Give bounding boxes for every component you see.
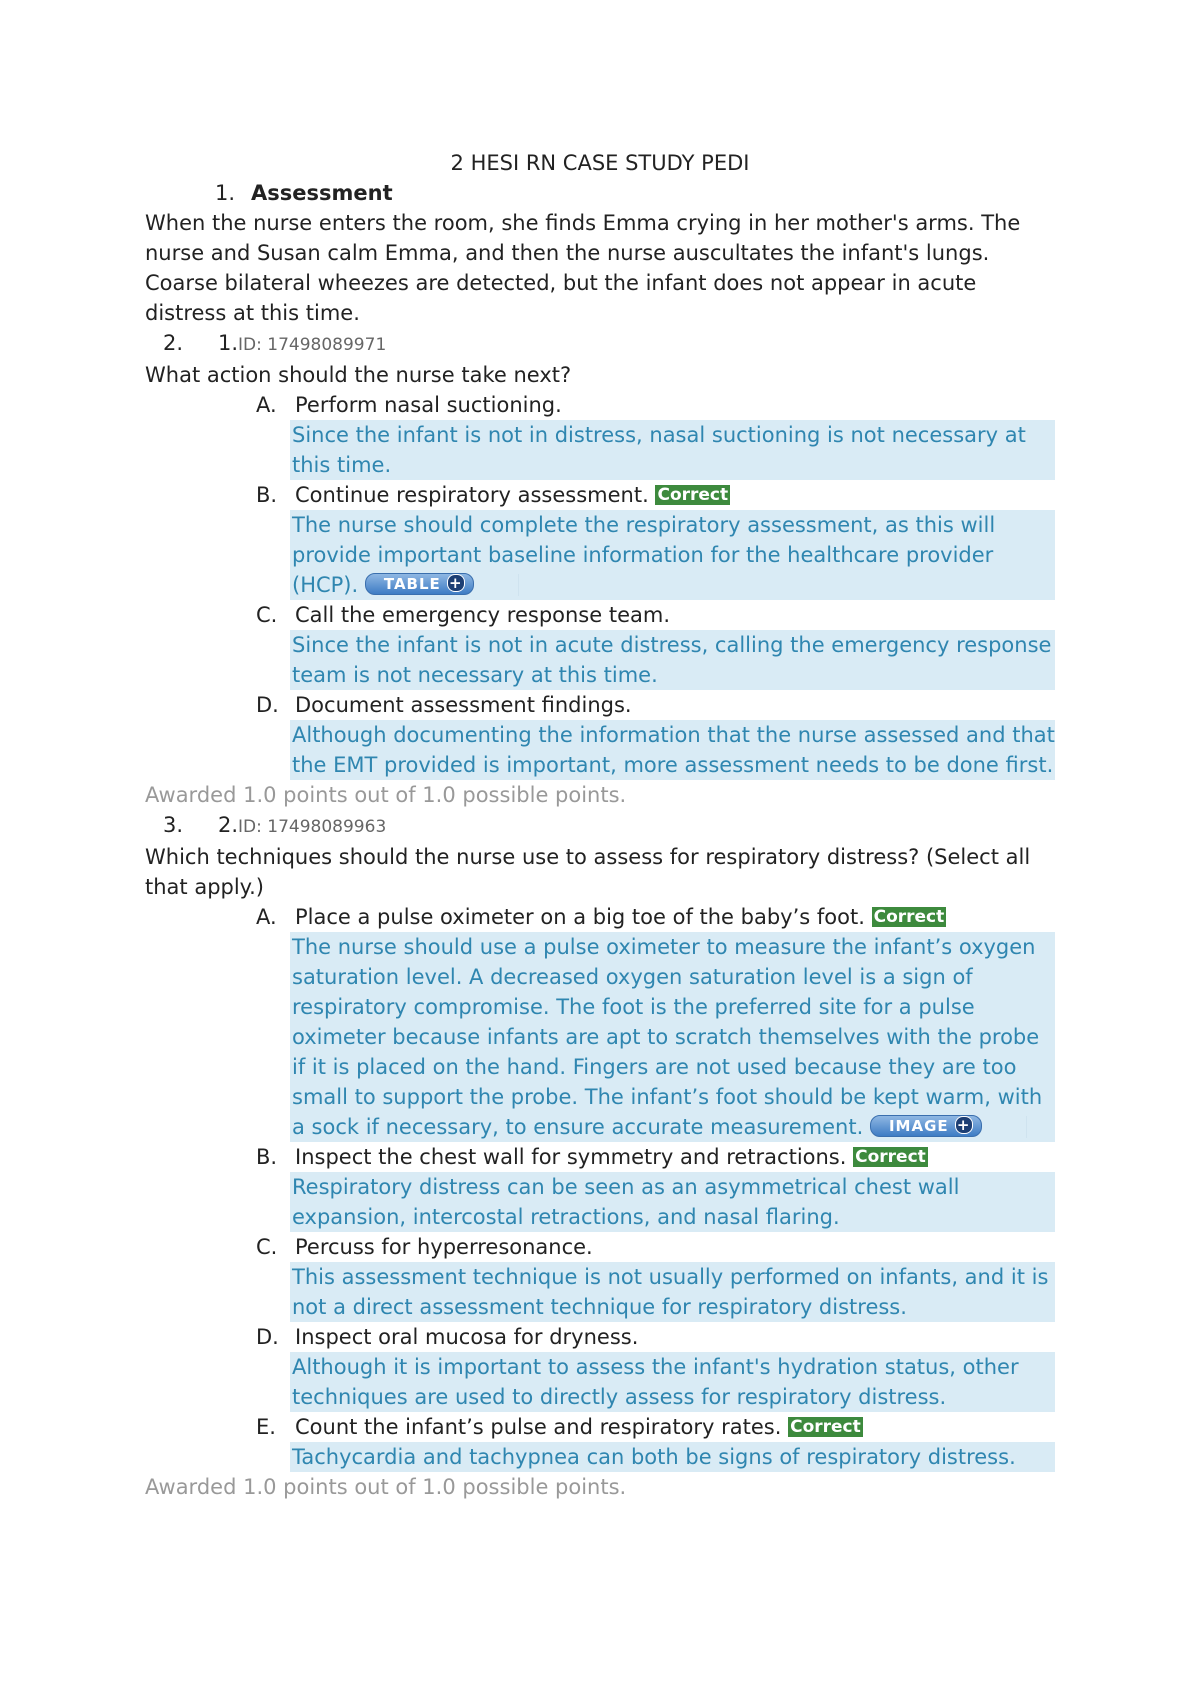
option-feedback: [290, 932, 1055, 1142]
section-number: 1.: [215, 181, 236, 205]
option-text: Call the emergency response team.: [295, 603, 670, 627]
option-text: Place a pulse oximeter on a big toe of the baby’s foot.: [295, 905, 865, 929]
option-letter: A.: [256, 393, 277, 417]
divider: [1026, 1116, 1027, 1138]
answer-option: [145, 1322, 1055, 1352]
question-prompt: What action should the nurse take next?: [145, 363, 572, 387]
question-prompt: Which techniques should the nurse use to assess for respiratory distress? (Select all that apply.): [145, 845, 1031, 899]
option-letter: E.: [256, 1415, 276, 1439]
outer-number: 2.: [163, 331, 184, 355]
answer-option: [145, 1412, 1055, 1442]
option-letter: D.: [256, 693, 279, 717]
option-feedback: Although it is important to assess the infant's hydration status, other techniques are used to directly assess for respiratory distress.: [290, 1352, 1055, 1412]
question-header: [145, 810, 1055, 842]
question-header: [145, 328, 1055, 360]
option-letter: C.: [256, 603, 278, 627]
document-content: [145, 148, 1055, 1502]
option-letter: B.: [256, 483, 278, 507]
plus-icon: +: [955, 1116, 973, 1134]
answer-option: [145, 1142, 1055, 1172]
option-text: Continue respiratory assessment.: [295, 483, 649, 507]
section-heading: [145, 178, 1055, 208]
feedback-text: The nurse should use a pulse oximeter to measure the infant’s oxygen saturation level. A decreased oxygen saturation level is a sign of respiratory compromise. The foot is the preferred site for a pulse oximeter because infants are apt to scratch themselves with the probe if it is placed on the hand. Fingers are not used because they are too small to support the probe. The infant’s foot should be kept warm, with a sock if necessary, to ensure accurate measurement.: [292, 935, 1043, 1139]
option-feedback: Since the infant is not in acute distress, calling the emergency response team is not necessary at this time.: [290, 630, 1055, 690]
option-feedback: Since the infant is not in distress, nasal suctioning is not necessary at this time.: [290, 420, 1055, 480]
doc-title: 2 HESI RN CASE STUDY PEDI: [450, 151, 750, 175]
answer-option: [145, 690, 1055, 720]
intro-paragraph: When the nurse enters the room, she finds Emma crying in her mother's arms. The nurse and Susan calm Emma, and then the nurse auscultates the infant's lungs. Coarse bilateral wheezes are detected, but the infant does not appear in acute distress at this time.: [145, 211, 1021, 325]
answer-option: [145, 390, 1055, 420]
image-button-label: IMAGE: [888, 1117, 949, 1135]
plus-icon: +: [447, 574, 465, 592]
answer-option: [145, 1232, 1055, 1262]
outer-number: 3.: [163, 813, 184, 837]
option-text: Document assessment findings.: [295, 693, 632, 717]
inner-number: 2.: [218, 813, 239, 837]
correct-badge: Correct: [855, 1147, 926, 1167]
correct-badge: Correct: [657, 485, 729, 505]
question-id: ID: 17498089971: [238, 335, 387, 355]
awarded-points: Awarded 1.0 points out of 1.0 possible points.: [145, 783, 627, 807]
answer-option: [145, 600, 1055, 630]
option-feedback: [290, 510, 1055, 600]
option-feedback: Tachycardia and tachypnea can both be signs of respiratory distress.: [290, 1442, 1055, 1472]
answer-option: [145, 480, 1055, 510]
option-letter: A.: [256, 905, 277, 929]
image-expand-button[interactable]: [870, 1115, 982, 1137]
correct-badge: Correct: [790, 1417, 861, 1437]
inner-number: 1.: [218, 331, 239, 355]
question-id: ID: 17498089963: [238, 817, 387, 837]
option-text: Count the infant’s pulse and respiratory rates.: [295, 1415, 782, 1439]
option-letter: C.: [256, 1235, 278, 1259]
table-expand-button[interactable]: [365, 573, 474, 595]
option-letter: D.: [256, 1325, 279, 1349]
option-feedback: Respiratory distress can be seen as an asymmetrical chest wall expansion, intercostal retractions, and nasal flaring.: [290, 1172, 1055, 1232]
option-feedback: This assessment technique is not usually performed on infants, and it is not a direct assessment technique for respiratory distress.: [290, 1262, 1055, 1322]
divider: [518, 574, 519, 596]
feedback-text: The nurse should complete the respiratory assessment, as this will provide important baseline information for the healthcare provider (HCP).: [292, 513, 996, 597]
option-letter: B.: [256, 1145, 278, 1169]
answer-option: [145, 902, 1055, 932]
correct-badge: Correct: [873, 907, 945, 927]
option-text: Inspect the chest wall for symmetry and retractions.: [295, 1145, 847, 1169]
option-text: Perform nasal suctioning.: [295, 393, 562, 417]
table-button-label: TABLE: [383, 575, 441, 593]
section-title: Assessment: [251, 181, 393, 205]
option-text: Inspect oral mucosa for dryness.: [295, 1325, 639, 1349]
option-text: Percuss for hyperresonance.: [295, 1235, 593, 1259]
awarded-points: Awarded 1.0 points out of 1.0 possible points.: [145, 1475, 627, 1499]
option-feedback: Although documenting the information that the nurse assessed and that the EMT provided is important, more assessment needs to be done first.: [290, 720, 1055, 780]
